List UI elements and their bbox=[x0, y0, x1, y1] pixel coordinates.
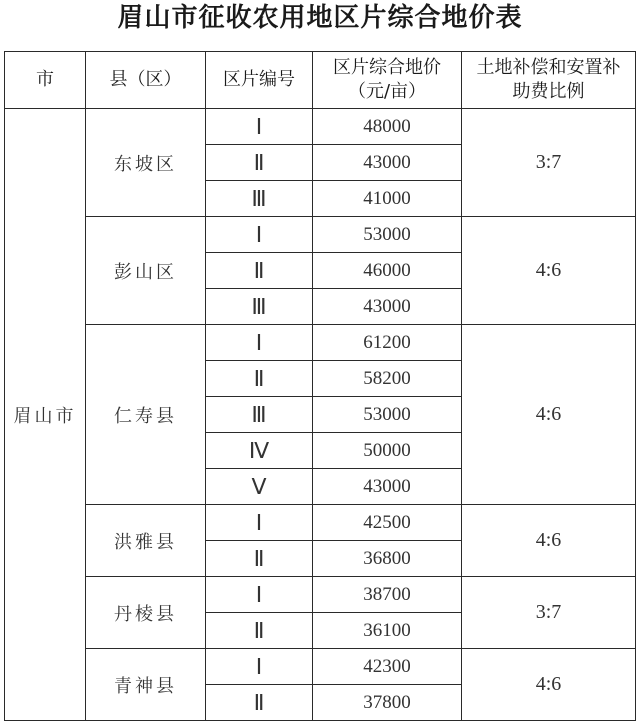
header-ratio bbox=[462, 52, 636, 109]
price-cell: 50000 bbox=[313, 433, 462, 469]
ratio-cell: 4:6 bbox=[462, 649, 636, 721]
ratio-cell: 3:7 bbox=[462, 109, 636, 217]
header-price bbox=[313, 52, 462, 109]
price-cell: 36100 bbox=[313, 613, 462, 649]
table-row bbox=[5, 505, 636, 541]
table-row bbox=[5, 577, 636, 613]
price-cell: 42300 bbox=[313, 649, 462, 685]
county-cell: 洪雅县 bbox=[86, 505, 206, 577]
city-cell: 眉山市 bbox=[5, 109, 86, 721]
table-row bbox=[5, 109, 636, 145]
price-cell: 46000 bbox=[313, 253, 462, 289]
table-row bbox=[5, 649, 636, 685]
zone-cell: Ⅰ bbox=[206, 109, 313, 145]
header-price-line1: 区片综合地价 bbox=[333, 57, 441, 78]
zone-cell: Ⅰ bbox=[206, 217, 313, 253]
zone-cell: Ⅱ bbox=[206, 253, 313, 289]
price-cell: 58200 bbox=[313, 361, 462, 397]
ratio-cell: 4:6 bbox=[462, 217, 636, 325]
ratio-cell: 4:6 bbox=[462, 325, 636, 505]
price-cell: 43000 bbox=[313, 469, 462, 505]
zone-cell: Ⅲ bbox=[206, 289, 313, 325]
county-cell: 丹棱县 bbox=[86, 577, 206, 649]
header-county: 县（区） bbox=[86, 52, 206, 109]
price-cell: 48000 bbox=[313, 109, 462, 145]
zone-cell: Ⅰ bbox=[206, 649, 313, 685]
price-cell: 41000 bbox=[313, 181, 462, 217]
header-price-line2: （元/亩） bbox=[347, 81, 427, 102]
page-title: 眉山市征收农用地区片综合地价表 bbox=[117, 3, 523, 33]
ratio-cell: 4:6 bbox=[462, 505, 636, 577]
county-cell: 彭山区 bbox=[86, 217, 206, 325]
table-row bbox=[5, 217, 636, 253]
zone-cell: Ⅳ bbox=[206, 433, 313, 469]
price-cell: 43000 bbox=[313, 145, 462, 181]
header-city: 市 bbox=[5, 52, 86, 109]
zone-cell: Ⅱ bbox=[206, 361, 313, 397]
table-row bbox=[5, 325, 636, 361]
price-cell: 53000 bbox=[313, 217, 462, 253]
header-ratio-line1: 土地补偿和安置补 bbox=[476, 57, 621, 78]
county-cell: 仁寿县 bbox=[86, 325, 206, 505]
price-cell: 43000 bbox=[313, 289, 462, 325]
county-cell: 青神县 bbox=[86, 649, 206, 721]
header-row bbox=[5, 52, 636, 109]
price-cell: 61200 bbox=[313, 325, 462, 361]
price-cell: 36800 bbox=[313, 541, 462, 577]
ratio-cell: 3:7 bbox=[462, 577, 636, 649]
zone-cell: Ⅲ bbox=[206, 397, 313, 433]
zone-cell: Ⅴ bbox=[206, 469, 313, 505]
header-ratio-line2: 助费比例 bbox=[512, 81, 585, 102]
zone-cell: Ⅰ bbox=[206, 325, 313, 361]
price-cell: 53000 bbox=[313, 397, 462, 433]
price-cell: 42500 bbox=[313, 505, 462, 541]
zone-cell: Ⅱ bbox=[206, 541, 313, 577]
land-price-table bbox=[4, 51, 636, 721]
zone-cell: Ⅱ bbox=[206, 685, 313, 721]
zone-cell: Ⅱ bbox=[206, 613, 313, 649]
zone-cell: Ⅰ bbox=[206, 505, 313, 541]
price-cell: 37800 bbox=[313, 685, 462, 721]
zone-cell: Ⅱ bbox=[206, 145, 313, 181]
county-cell: 东坡区 bbox=[86, 109, 206, 217]
price-cell: 38700 bbox=[313, 577, 462, 613]
zone-cell: Ⅲ bbox=[206, 181, 313, 217]
zone-cell: Ⅰ bbox=[206, 577, 313, 613]
header-zone: 区片编号 bbox=[206, 52, 313, 109]
